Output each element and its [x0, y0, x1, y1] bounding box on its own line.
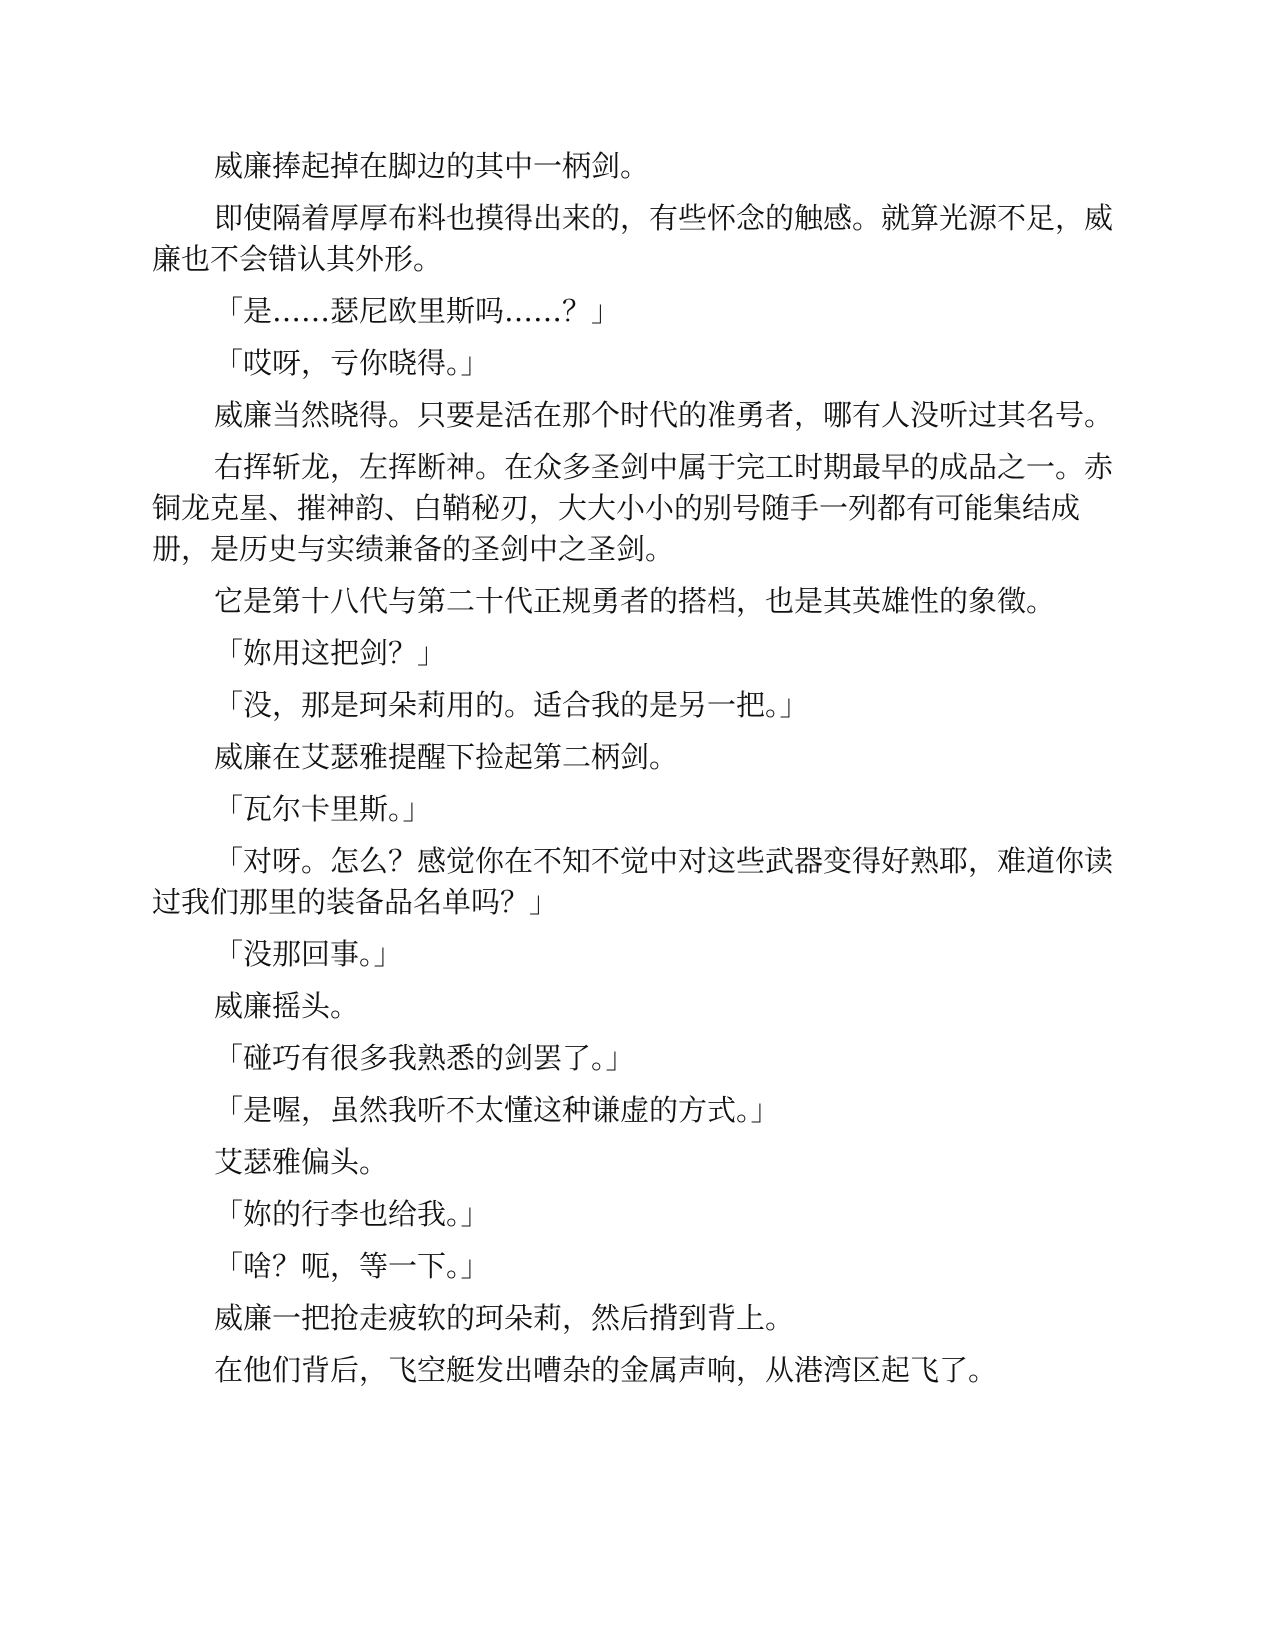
paragraph: 威廉摇头。 [214, 989, 360, 1023]
dialogue-line: 「哎呀，亏你晓得。」 [214, 346, 490, 380]
dialogue-line: 「妳用这把剑？」 [214, 636, 447, 670]
dialogue-line: 「妳的行李也给我。」 [214, 1197, 490, 1231]
dialogue-line: 「对呀。怎么？感觉你在不知不觉中对这些武器变得好熟耶，难道你读过我们那里的装备品名单吗？」 [152, 844, 1114, 919]
dialogue-line: 「没，那是珂朵莉用的。适合我的是另一把。」 [214, 688, 809, 722]
dialogue-line: 「啥？呃，等一下。」 [214, 1249, 490, 1283]
dialogue-line: 「是……瑟尼欧里斯吗……？」 [214, 294, 621, 328]
paragraph: 即使隔着厚厚布料也摸得出来的，有些怀念的触感。就算光源不足，威廉也不会错认其外形。 [152, 201, 1114, 276]
paragraph: 威廉一把抢走疲软的珂朵莉，然后揹到背上。 [214, 1301, 795, 1335]
dialogue-line: 「碰巧有很多我熟悉的剑罢了。」 [214, 1041, 635, 1075]
document-body [152, 146, 1127, 1402]
dialogue-line: 「没那回事。」 [214, 937, 403, 971]
paragraph: 威廉在艾瑟雅提醒下捡起第二柄剑。 [214, 740, 679, 774]
paragraph: 艾瑟雅偏头。 [214, 1145, 389, 1179]
paragraph: 威廉当然晓得。只要是活在那个时代的准勇者，哪有人没听过其名号。 [214, 398, 1114, 432]
dialogue-line: 「瓦尔卡里斯。」 [214, 792, 432, 826]
paragraph: 在他们背后，飞空艇发出嘈杂的金属声响，从港湾区起飞了。 [214, 1353, 998, 1387]
paragraph: 它是第十八代与第二十代正规勇者的搭档，也是其英雄性的象徵。 [214, 584, 1056, 618]
paragraph: 威廉捧起掉在脚边的其中一柄剑。 [214, 149, 650, 183]
paragraph: 右挥斩龙，左挥断神。在众多圣剑中属于完工时期最早的成品之一。赤铜龙克星、摧神韵、白鞘秘刃，大大小小的别号随手一列都有可能集结成册，是历史与实绩兼备的圣剑中之圣剑。 [152, 450, 1114, 566]
dialogue-line: 「是喔，虽然我听不太懂这种谦虚的方式。」 [214, 1093, 780, 1127]
